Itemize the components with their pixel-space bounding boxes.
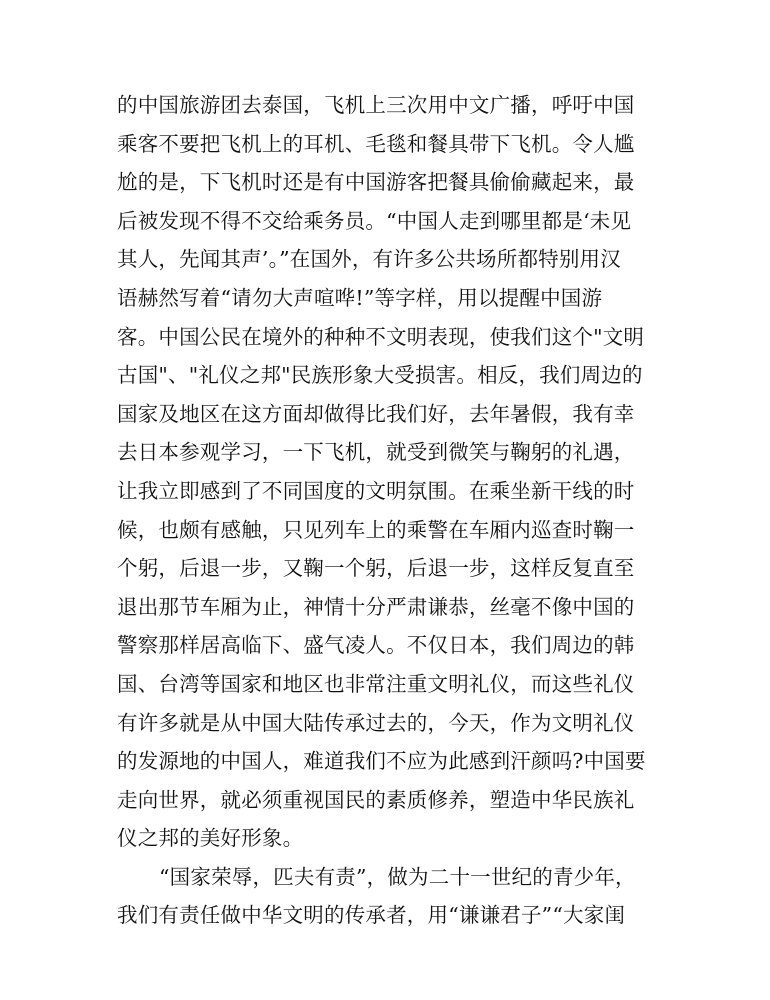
text-line: 候，也颇有感触，只见列车上的乘警在车厢内巡查时鞠一 [117,517,635,542]
body-text [117,86,657,935]
paragraph-first-line: “国家荣辱，匹夫有责”，做为二十一世纪的青少年， [159,864,636,889]
text-line: 其人，先闻其声’。”在国外，有许多公共场所都特别用汉 [117,247,621,272]
text-line: 仪之邦的美好形象。 [117,826,304,851]
text-line: 国、台湾等国家和地区也非常注重文明礼仪，而这些礼仪 [117,671,635,696]
text-line: 乘客不要把飞机上的耳机、毛毯和餐具带下飞机。令人尴 [117,131,635,156]
text-line: 的中国旅游团去泰国，飞机上三次用中文广播，呼吁中国 [117,93,635,117]
text-line: 语赫然写着“请勿大声喧哗!”等字样，用以提醒中国游 [117,285,603,310]
text-line: 去日本参观学习，一下飞机，就受到微笑与鞠躬的礼遇， [117,440,635,465]
text-line: 后被发现不得不交给乘务员。“中国人走到哪里都是‘未见 [117,208,632,233]
text-line: 让我立即感到了不同国度的文明氛围。在乘坐新干线的时 [117,478,635,503]
text-line: 有许多就是从中国大陆传承过去的，今天，作为文明礼仪 [117,710,635,735]
text-line: 客。中国公民在境外的种种不文明表现，使我们这个"文明 [117,324,645,349]
text-line: 走向世界，就必须重视国民的素质修养，塑造中华民族礼 [117,787,635,812]
text-line: 警察那样居高临下、盛气凌人。不仅日本，我们周边的韩 [117,633,635,658]
text-line: 我们有责任做中华文明的传承者，用“谦谦君子”“大家闺 [117,903,626,928]
text-line: 尬的是，下飞机时还是有中国游客把餐具偷偷藏起来，最 [117,170,635,195]
text-line: 个躬，后退一步，又鞠一个躬，后退一步，这样反复直至 [117,556,635,581]
text-line: 退出那节车厢为止，神情十分严肃谦恭，丝毫不像中国的 [117,594,635,619]
text-line: 古国"、"礼仪之邦"民族形象大受损害。相反，我们周边的 [117,363,643,388]
text-line: 的发源地的中国人，难道我们不应为此感到汗颜吗?中国要 [117,749,646,774]
text-line: 国家及地区在这方面却做得比我们好，去年暑假，我有幸 [117,401,635,426]
